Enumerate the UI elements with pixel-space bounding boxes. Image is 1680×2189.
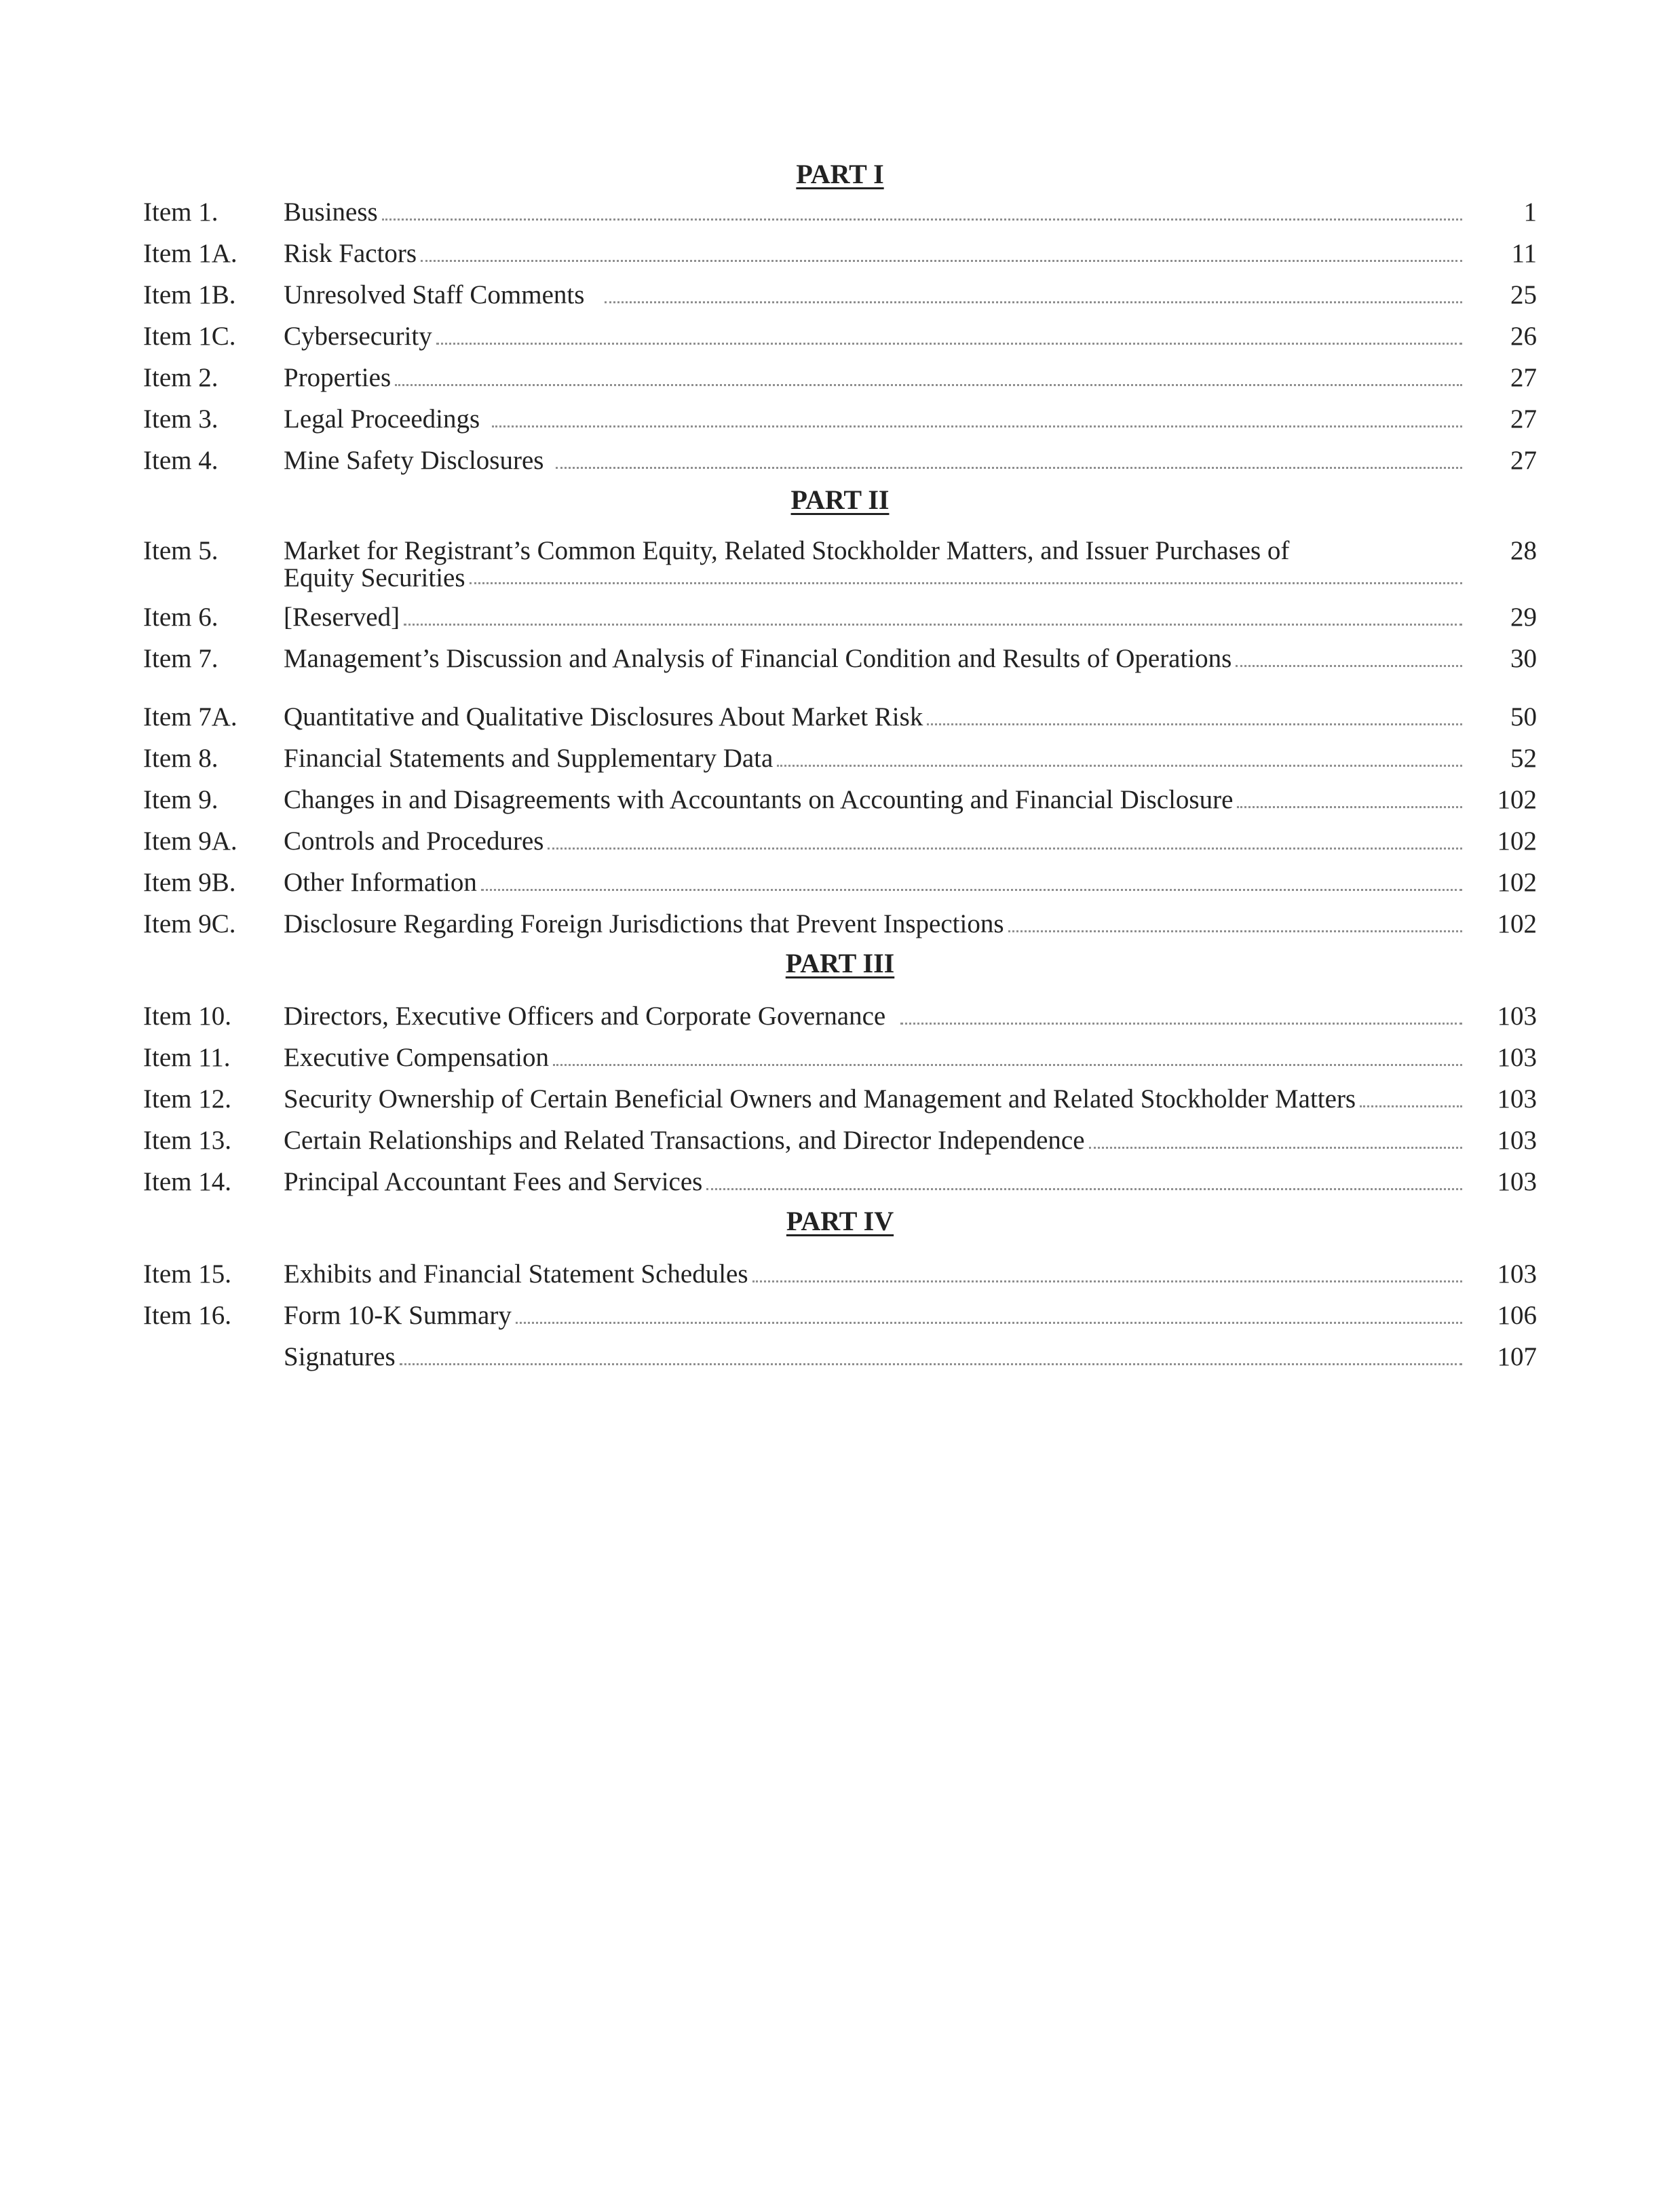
dot-leader xyxy=(900,1023,1462,1025)
toc-entry[interactable] xyxy=(143,321,1537,352)
toc-item-title: Mine Safety Disclosures xyxy=(284,446,544,475)
toc-page-number: 28 xyxy=(1510,536,1537,565)
toc-item-number: Item 1A. xyxy=(143,239,237,268)
toc-item-number: Item 1B. xyxy=(143,280,236,309)
toc-item-title: Controls and Procedures xyxy=(284,826,544,856)
toc-entry[interactable] xyxy=(143,280,1537,311)
toc-page-number: 26 xyxy=(1510,322,1537,351)
toc-item-number: Item 1. xyxy=(143,197,218,227)
toc-item-title: Exhibits and Financial Statement Schedules xyxy=(284,1259,748,1289)
toc-item-number: Item 2. xyxy=(143,363,218,392)
toc-item-number: Item 7. xyxy=(143,644,218,673)
toc-page-number: 106 xyxy=(1497,1301,1537,1330)
toc-item-title: Risk Factors xyxy=(284,239,417,268)
toc-entry[interactable] xyxy=(143,643,1537,674)
dot-leader xyxy=(553,1064,1462,1066)
toc-item-title: Changes in and Disagreements with Accountants on Accounting and Financial Disclosure xyxy=(284,785,1234,814)
toc-item-title: Directors, Executive Officers and Corporate Governance xyxy=(284,1002,886,1031)
toc-item-title: Quantitative and Qualitative Disclosures About Market Risk xyxy=(284,702,923,731)
dot-leader xyxy=(1008,930,1463,932)
toc-item-title: [Reserved] xyxy=(284,603,400,632)
dot-leader xyxy=(395,384,1462,386)
toc-item-number: Item 7A. xyxy=(143,702,237,731)
toc-item-title: Business xyxy=(284,197,378,227)
toc-item-title: Certain Relationships and Related Transactions, and Director Independence xyxy=(284,1126,1085,1155)
part-iii-heading: PART III xyxy=(785,948,895,978)
dot-leader xyxy=(1360,1105,1462,1107)
toc-entry[interactable] xyxy=(143,602,1537,633)
toc-page-number: 103 xyxy=(1497,1043,1537,1072)
part-iv-heading: PART IV xyxy=(786,1206,894,1236)
toc-item-title: Principal Accountant Fees and Services xyxy=(284,1167,703,1196)
toc-item-number: Item 10. xyxy=(143,1002,231,1031)
dot-leader xyxy=(470,582,1462,584)
toc-item-title: Signatures xyxy=(284,1342,396,1371)
toc-page-number: 103 xyxy=(1497,1259,1537,1289)
dot-leader xyxy=(556,467,1462,469)
toc-entry[interactable] xyxy=(143,702,1537,733)
dot-leader xyxy=(516,1322,1462,1324)
toc-page-number: 1 xyxy=(1523,197,1537,227)
toc-item-number: Item 9A. xyxy=(143,826,237,856)
toc-item-number: Item 9B. xyxy=(143,868,236,897)
toc-entry[interactable] xyxy=(143,1084,1537,1115)
toc-item-number: Item 14. xyxy=(143,1167,231,1196)
toc-item-title: Executive Compensation xyxy=(284,1043,549,1072)
dot-leader xyxy=(706,1188,1462,1190)
dot-leader xyxy=(927,723,1462,725)
toc-item-number: Item 9. xyxy=(143,785,218,814)
toc-item-title: Unresolved Staff Comments xyxy=(284,280,585,309)
toc-item-title: Financial Statements and Supplementary Data xyxy=(284,744,774,773)
toc-entry[interactable] xyxy=(143,743,1537,774)
part-ii-heading: PART II xyxy=(790,484,890,515)
toc-entry[interactable] xyxy=(143,197,1537,228)
toc-entry[interactable] xyxy=(143,1001,1537,1032)
dot-leader xyxy=(777,765,1462,767)
toc-item-number: Item 4. xyxy=(143,446,218,475)
toc-item-number: Item 6. xyxy=(143,603,218,632)
dot-leader xyxy=(404,624,1462,626)
toc-page-number: 27 xyxy=(1510,363,1537,392)
toc-entry[interactable] xyxy=(143,445,1537,476)
toc-page-number: 103 xyxy=(1497,1126,1537,1155)
toc-page-number: 102 xyxy=(1497,826,1537,856)
dot-leader xyxy=(481,889,1462,891)
toc-item-title-continued: Equity Securities xyxy=(284,563,465,592)
toc-page-number: 102 xyxy=(1497,785,1537,814)
toc-page-number: 52 xyxy=(1510,744,1537,773)
toc-page-number: 103 xyxy=(1497,1167,1537,1196)
toc-entry[interactable] xyxy=(143,867,1537,898)
toc-item-title: Properties xyxy=(284,363,392,392)
toc-page-number: 27 xyxy=(1510,404,1537,434)
toc-item-title: Other Information xyxy=(284,868,477,897)
dot-leader xyxy=(421,260,1462,262)
toc-item-number: Item 13. xyxy=(143,1126,231,1155)
toc-page-number: 29 xyxy=(1510,603,1537,632)
dot-leader xyxy=(1236,665,1462,667)
dot-leader xyxy=(1089,1147,1462,1149)
toc-item-number: Item 16. xyxy=(143,1301,231,1330)
toc-item-number: Item 12. xyxy=(143,1084,231,1113)
dot-leader xyxy=(548,848,1462,850)
toc-entry[interactable] xyxy=(143,1300,1537,1331)
toc-item-title: Disclosure Regarding Foreign Jurisdictions that Prevent Inspections xyxy=(284,909,1004,938)
toc-item-title: Management’s Discussion and Analysis of Financial Condition and Results of Operations xyxy=(284,644,1232,673)
toc-item-number: Item 5. xyxy=(143,536,218,565)
toc-page-number: 107 xyxy=(1497,1342,1537,1371)
toc-page-number: 27 xyxy=(1510,446,1537,475)
dot-leader xyxy=(605,301,1462,303)
toc-item-title: Legal Proceedings xyxy=(284,404,480,434)
toc-page-number: 103 xyxy=(1497,1084,1537,1113)
toc-entry[interactable] xyxy=(143,826,1537,857)
toc-item-number: Item 8. xyxy=(143,744,218,773)
toc-entry[interactable] xyxy=(143,1125,1537,1156)
toc-page-number: 25 xyxy=(1510,280,1537,309)
toc-item-title: Market for Registrant’s Common Equity, Related Stockholder Matters, and Issuer Purchases of xyxy=(284,536,1290,565)
toc-entry[interactable] xyxy=(143,1042,1537,1073)
toc-item-title: Form 10-K Summary xyxy=(284,1301,512,1330)
toc-page-number: 103 xyxy=(1497,1002,1537,1031)
dot-leader xyxy=(382,218,1462,221)
dot-leader xyxy=(492,425,1462,427)
toc-entry[interactable] xyxy=(143,1166,1537,1198)
toc-entry[interactable] xyxy=(143,1259,1537,1290)
dot-leader xyxy=(400,1363,1462,1365)
toc-page-number: 30 xyxy=(1510,644,1537,673)
toc-item-number: Item 9C. xyxy=(143,909,236,938)
toc-entry[interactable] xyxy=(143,238,1537,269)
table-of-contents xyxy=(143,155,1537,1373)
toc-entry[interactable] xyxy=(143,362,1537,394)
toc-entry[interactable] xyxy=(143,909,1537,940)
toc-entry[interactable] xyxy=(143,537,1537,592)
toc-item-number: Item 1C. xyxy=(143,322,236,351)
toc-item-number: Item 3. xyxy=(143,404,218,434)
toc-item-title: Cybersecurity xyxy=(284,322,432,351)
toc-item-number: Item 11. xyxy=(143,1043,231,1072)
toc-entry[interactable] xyxy=(143,1341,1537,1373)
dot-leader xyxy=(752,1280,1462,1282)
toc-page-number: 50 xyxy=(1510,702,1537,731)
toc-page-number: 102 xyxy=(1497,868,1537,897)
part-i-heading: PART I xyxy=(796,159,884,189)
dot-leader xyxy=(436,343,1462,345)
toc-item-title: Security Ownership of Certain Beneficial Owners and Management and Related Stockholder Matters xyxy=(284,1084,1356,1113)
toc-entry[interactable] xyxy=(143,404,1537,435)
dot-leader xyxy=(1237,806,1462,808)
toc-page-number: 102 xyxy=(1497,909,1537,938)
toc-item-number: Item 15. xyxy=(143,1259,231,1289)
toc-entry[interactable] xyxy=(143,784,1537,816)
toc-page-number: 11 xyxy=(1511,239,1537,268)
